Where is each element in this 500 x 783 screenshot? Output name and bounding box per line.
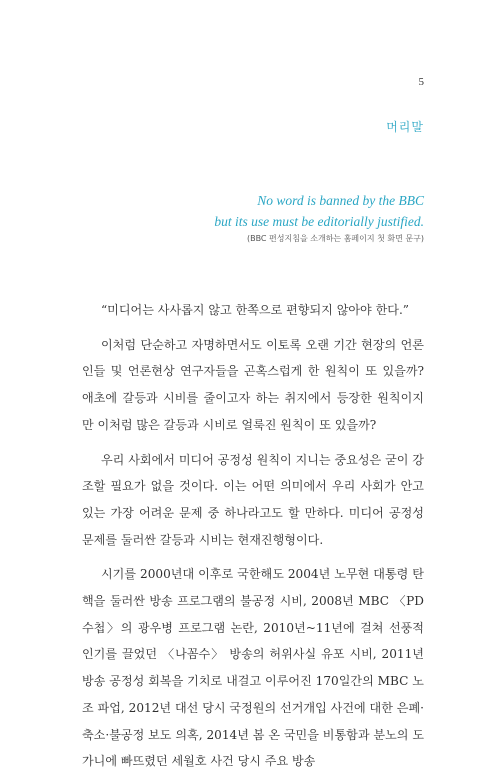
epigraph-line-2: but its use must be editorially justified. (214, 214, 424, 229)
epigraph (104, 190, 424, 246)
body-paragraph: 우리 사회에서 미디어 공정성 원칙이 지니는 중요성은 굳이 강조할 필요가 없을 것이다. 이는 어떤 의미에서 우리 사회가 안고 있는 가장 어려운 문제 중 하나라고도 할 만하다. 미디어 공정성 문제를 둘러싼 갈등과 시비는 현재진행형이다. (82, 452, 424, 547)
page-number: 5 (418, 76, 424, 88)
section-title: 머리말 (386, 120, 424, 134)
body-paragraph: 시기를 2000년대 이후로 국한해도 2004년 노무현 대통령 탄핵을 둘러싼 방송 프로그램의 불공정 시비, 2008년 MBC 〈PD수첩〉의 광우병 프로그램 논란, 2010년~11년에 걸쳐 선풍적 인기를 끌었던 〈나꼼수〉 방송의 허위사실 유포 시비, 2011년 방송 공정성 회복을 기치로 내걸고 이루어진 170일간의 MBC 노조 파업, 2012년 대선 당시 국정원의 선거개입 사건에 대한 은폐·축소·불공정 보도 의혹, 2014년 봄 온 국민을 비통함과 분노의 도가니에 빠뜨렸던 세월호 사건 당시 주요 방송 (82, 567, 424, 769)
body-text (82, 297, 424, 783)
opening-quote-paragraph: “미디어는 사사롭지 않고 한쪽으로 편향되지 않아야 한다.” (101, 303, 409, 317)
epigraph-caption: (BBC 편성지침을 소개하는 홈페이지 첫 화면 문구) (246, 234, 424, 243)
epigraph-line-1: No word is banned by the BBC (257, 193, 424, 208)
body-paragraph: 이처럼 단순하고 자명하면서도 이토록 오랜 기간 현장의 언론인들 및 언론현상 연구자들을 곤혹스럽게 한 원칙이 또 있을까? 애초에 갈등과 시비를 줄이고자 하는 취지에서 등장한 원칙이지만 이처럼 많은 갈등과 시비로 얼룩진 원칙이 또 있을까? (82, 337, 424, 432)
